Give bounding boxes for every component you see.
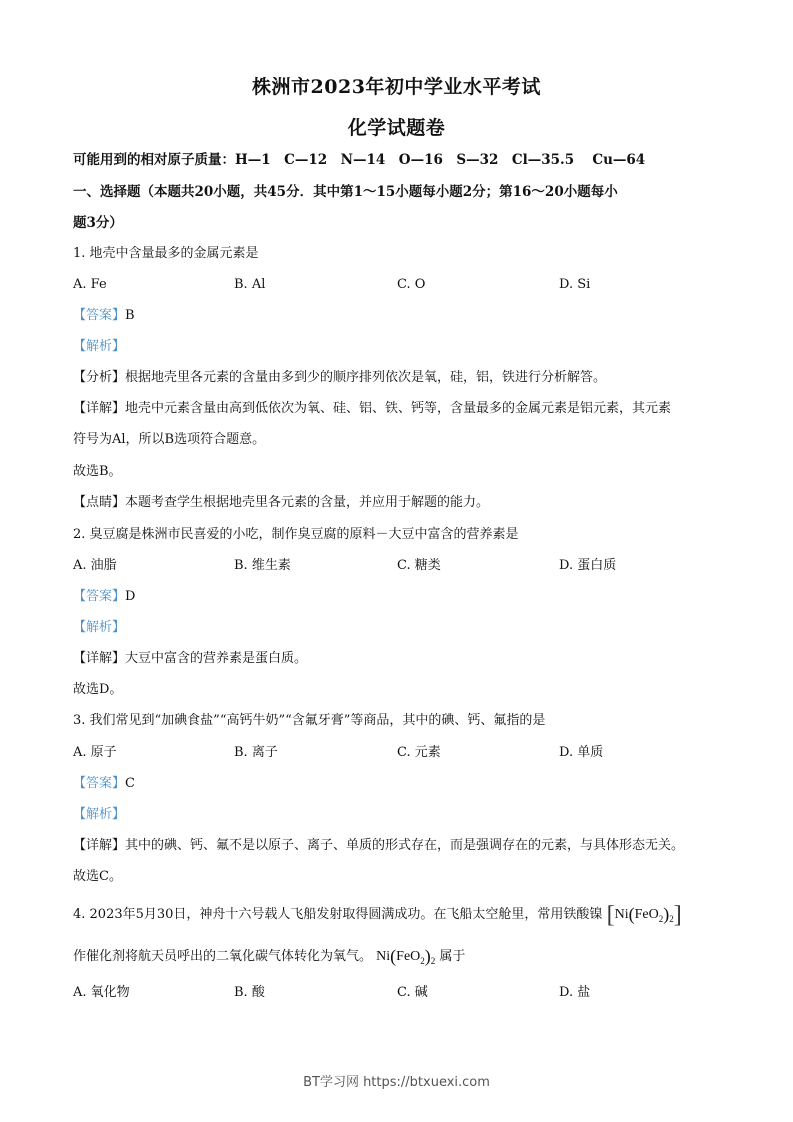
- option-a: A. 原子: [73, 745, 117, 760]
- detail-text: 大豆中富含的营养素是蛋白质。: [125, 651, 308, 666]
- comment-label: 【点睛】: [73, 495, 126, 510]
- option-a: A. 油脂: [73, 558, 117, 573]
- option-c: C. 糖类: [397, 558, 441, 573]
- question-4-stem: [73, 902, 682, 928]
- option-a: A. 氧化物: [73, 985, 130, 1000]
- option-c: C. O: [397, 277, 426, 292]
- question-3-detail: [73, 837, 684, 855]
- option-d: D. 盐: [559, 985, 591, 1000]
- chemical-formula: $Ni(FeO_2)_2$: [376, 946, 436, 966]
- question-2-analysis: [73, 619, 125, 637]
- detail-label: 【详解】: [73, 651, 126, 666]
- question-2-detail: [73, 650, 307, 668]
- atomic-masses: 可能用到的相对原子质量：H—1 C—12 N—14 O—16 S—32 Cl—35.5 Cu—64: [73, 152, 646, 168]
- question-1-comment: [73, 494, 489, 512]
- analysis-label: 【解析】: [73, 807, 126, 822]
- question-3-conclusion: 故选C。: [73, 869, 122, 884]
- question-1-analysis: [73, 338, 125, 356]
- answer-value: D: [125, 589, 136, 604]
- fenxi-text: 根据地壳里各元素的含量由多到少的顺序排列依次是氧，硅，铝，铁进行分析解答。: [125, 370, 607, 385]
- question-1-fenxi: [73, 369, 606, 387]
- analysis-label: 【解析】: [73, 339, 126, 354]
- question-2-answer: [73, 588, 135, 606]
- answer-value: B: [125, 308, 135, 323]
- detail-label: 【详解】: [73, 401, 126, 416]
- question-3-answer: [73, 775, 135, 793]
- question-1-stem: 1. 地壳中含量最多的金属元素是: [73, 246, 259, 261]
- answer-label: 【答案】: [73, 589, 126, 604]
- answer-label: 【答案】: [73, 308, 126, 323]
- question-1-detail-cont: 符号为Al，所以B选项符合题意。: [73, 432, 266, 447]
- question-1-conclusion: 故选B。: [73, 464, 122, 479]
- question-1-detail: [73, 400, 671, 418]
- question-2-conclusion: 故选D。: [73, 682, 123, 697]
- answer-value: C: [125, 776, 135, 791]
- option-b: B. Al: [234, 277, 266, 292]
- option-d: D. 蛋白质: [559, 558, 617, 573]
- option-c: C. 碱: [397, 985, 428, 1000]
- chemical-formula: $[Ni(FeO_2)_2]$: [606, 902, 682, 928]
- stem-text: 作催化剂将航天员呼出的二氧化碳气体转化为氧气。: [73, 949, 373, 964]
- detail-label: 【详解】: [73, 838, 126, 853]
- question-3-analysis: [73, 806, 125, 824]
- question-2-stem: 2. 臭豆腐是株洲市民喜爱的小吃，制作臭豆腐的原料－大豆中富含的营养素是: [73, 527, 519, 542]
- question-3-stem: 3. 我们常见到“加碘食盐”“高钙牛奶”“含氟牙膏”等商品，其中的碘、钙、氟指的是: [73, 713, 546, 728]
- stem-text: 4. 2023年5月30日，神舟十六号载人飞船发射取得圆满成功。在飞船太空舱里，常用铁酸镍: [73, 907, 603, 922]
- option-d: D. Si: [559, 277, 591, 292]
- stem-text-end: 属于: [439, 949, 466, 964]
- footer-watermark: BT学习网 https://btxuexi.com: [303, 1075, 490, 1090]
- comment-text: 本题考查学生根据地壳里各元素的含量，并应用于解题的能力。: [125, 495, 490, 510]
- section-heading-cont: 题3分）: [73, 215, 123, 231]
- section-heading: 一、选择题（本题共20小题，共45分．其中第1～15小题每小题2分；第16～20小题每小: [73, 184, 618, 200]
- option-d: D. 单质: [559, 745, 604, 760]
- question-4-stem-cont: [73, 947, 465, 970]
- question-1-answer: [73, 307, 135, 325]
- option-a: A. Fe: [73, 277, 107, 292]
- detail-text: 其中的碘、钙、氟不是以原子、离子、单质的形式存在，而是强调存在的元素，与具体形态无关。: [125, 838, 685, 853]
- fenxi-label: 【分析】: [73, 370, 126, 385]
- option-c: C. 元素: [397, 745, 441, 760]
- page-title: 株洲市2023年初中学业水平考试: [252, 76, 541, 98]
- detail-text: 地壳中元素含量由高到低依次为氧、硅、铝、铁、钙等，含量最多的金属元素是铝元素，其元素: [125, 401, 672, 416]
- option-b: B. 酸: [234, 985, 265, 1000]
- analysis-label: 【解析】: [73, 620, 126, 635]
- page-subtitle: 化学试题卷: [347, 117, 446, 139]
- option-b: B. 维生素: [234, 558, 291, 573]
- option-b: B. 离子: [234, 745, 278, 760]
- answer-label: 【答案】: [73, 776, 126, 791]
